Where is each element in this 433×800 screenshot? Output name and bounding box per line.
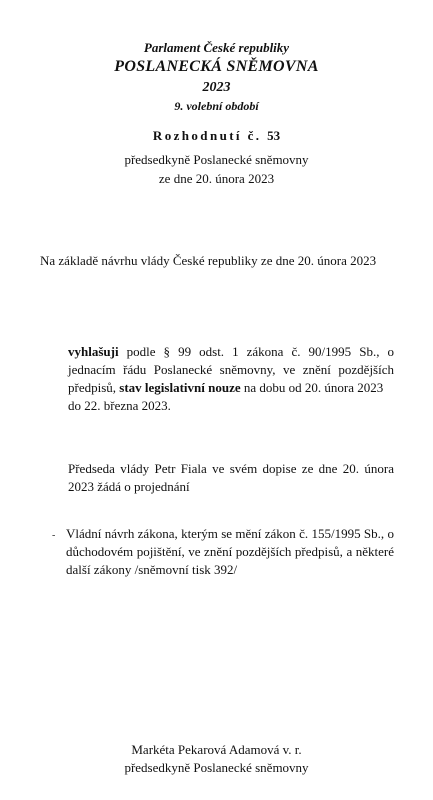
decision-date: ze dne 20. února 2023	[158, 171, 275, 186]
header-year: 2023	[202, 80, 231, 95]
declaration-paragraph	[68, 343, 394, 415]
decision-number: 53	[267, 128, 281, 143]
header-chamber: POSLANECKÁ SNĚMOVNA	[114, 58, 319, 75]
decision-title-text: Rozhodnutí č.	[152, 128, 262, 143]
declaration-text-3: do 22. března 2023.	[68, 398, 171, 413]
pm-request-paragraph: Předseda vlády Petr Fiala ve svém dopise ze dne 20. února 2023 žádá o projednání	[68, 461, 394, 494]
intro-paragraph: Na základě návrhu vlády České republiky ze dne 20. února 2023	[40, 253, 377, 268]
decision-title	[0, 128, 433, 144]
declaration-text-2: na dobu od 20. února 2023	[240, 380, 384, 395]
bullet-mark-icon: -	[52, 530, 56, 541]
declaration-verb: vyhlašuji	[68, 344, 119, 359]
signature-name: Markéta Pekarová Adamová v. r.	[131, 742, 302, 757]
declaration-text-1: podle § 99 odst. 1 zákona č. 90/1995 Sb., o jednacím řádu Poslanecké sněmovny, ve znění pozdějších předpisů,	[68, 344, 394, 395]
decision-issuer: předsedkyně Poslanecké sněmovny	[124, 152, 309, 167]
header-term: 9. volební období	[174, 99, 259, 113]
declaration-state: stav legislativní nouze	[119, 380, 241, 395]
signature-role: předsedkyně Poslanecké sněmovny	[124, 760, 309, 775]
bill-paragraph: Vládní návrh zákona, kterým se mění zákon č. 155/1995 Sb., o důchodovém pojištění, ve znění pozdějších předpisů, a některé další zákony /sněmovní tisk 392/	[66, 526, 394, 577]
header-parliament: Parlament České republiky	[143, 40, 290, 55]
